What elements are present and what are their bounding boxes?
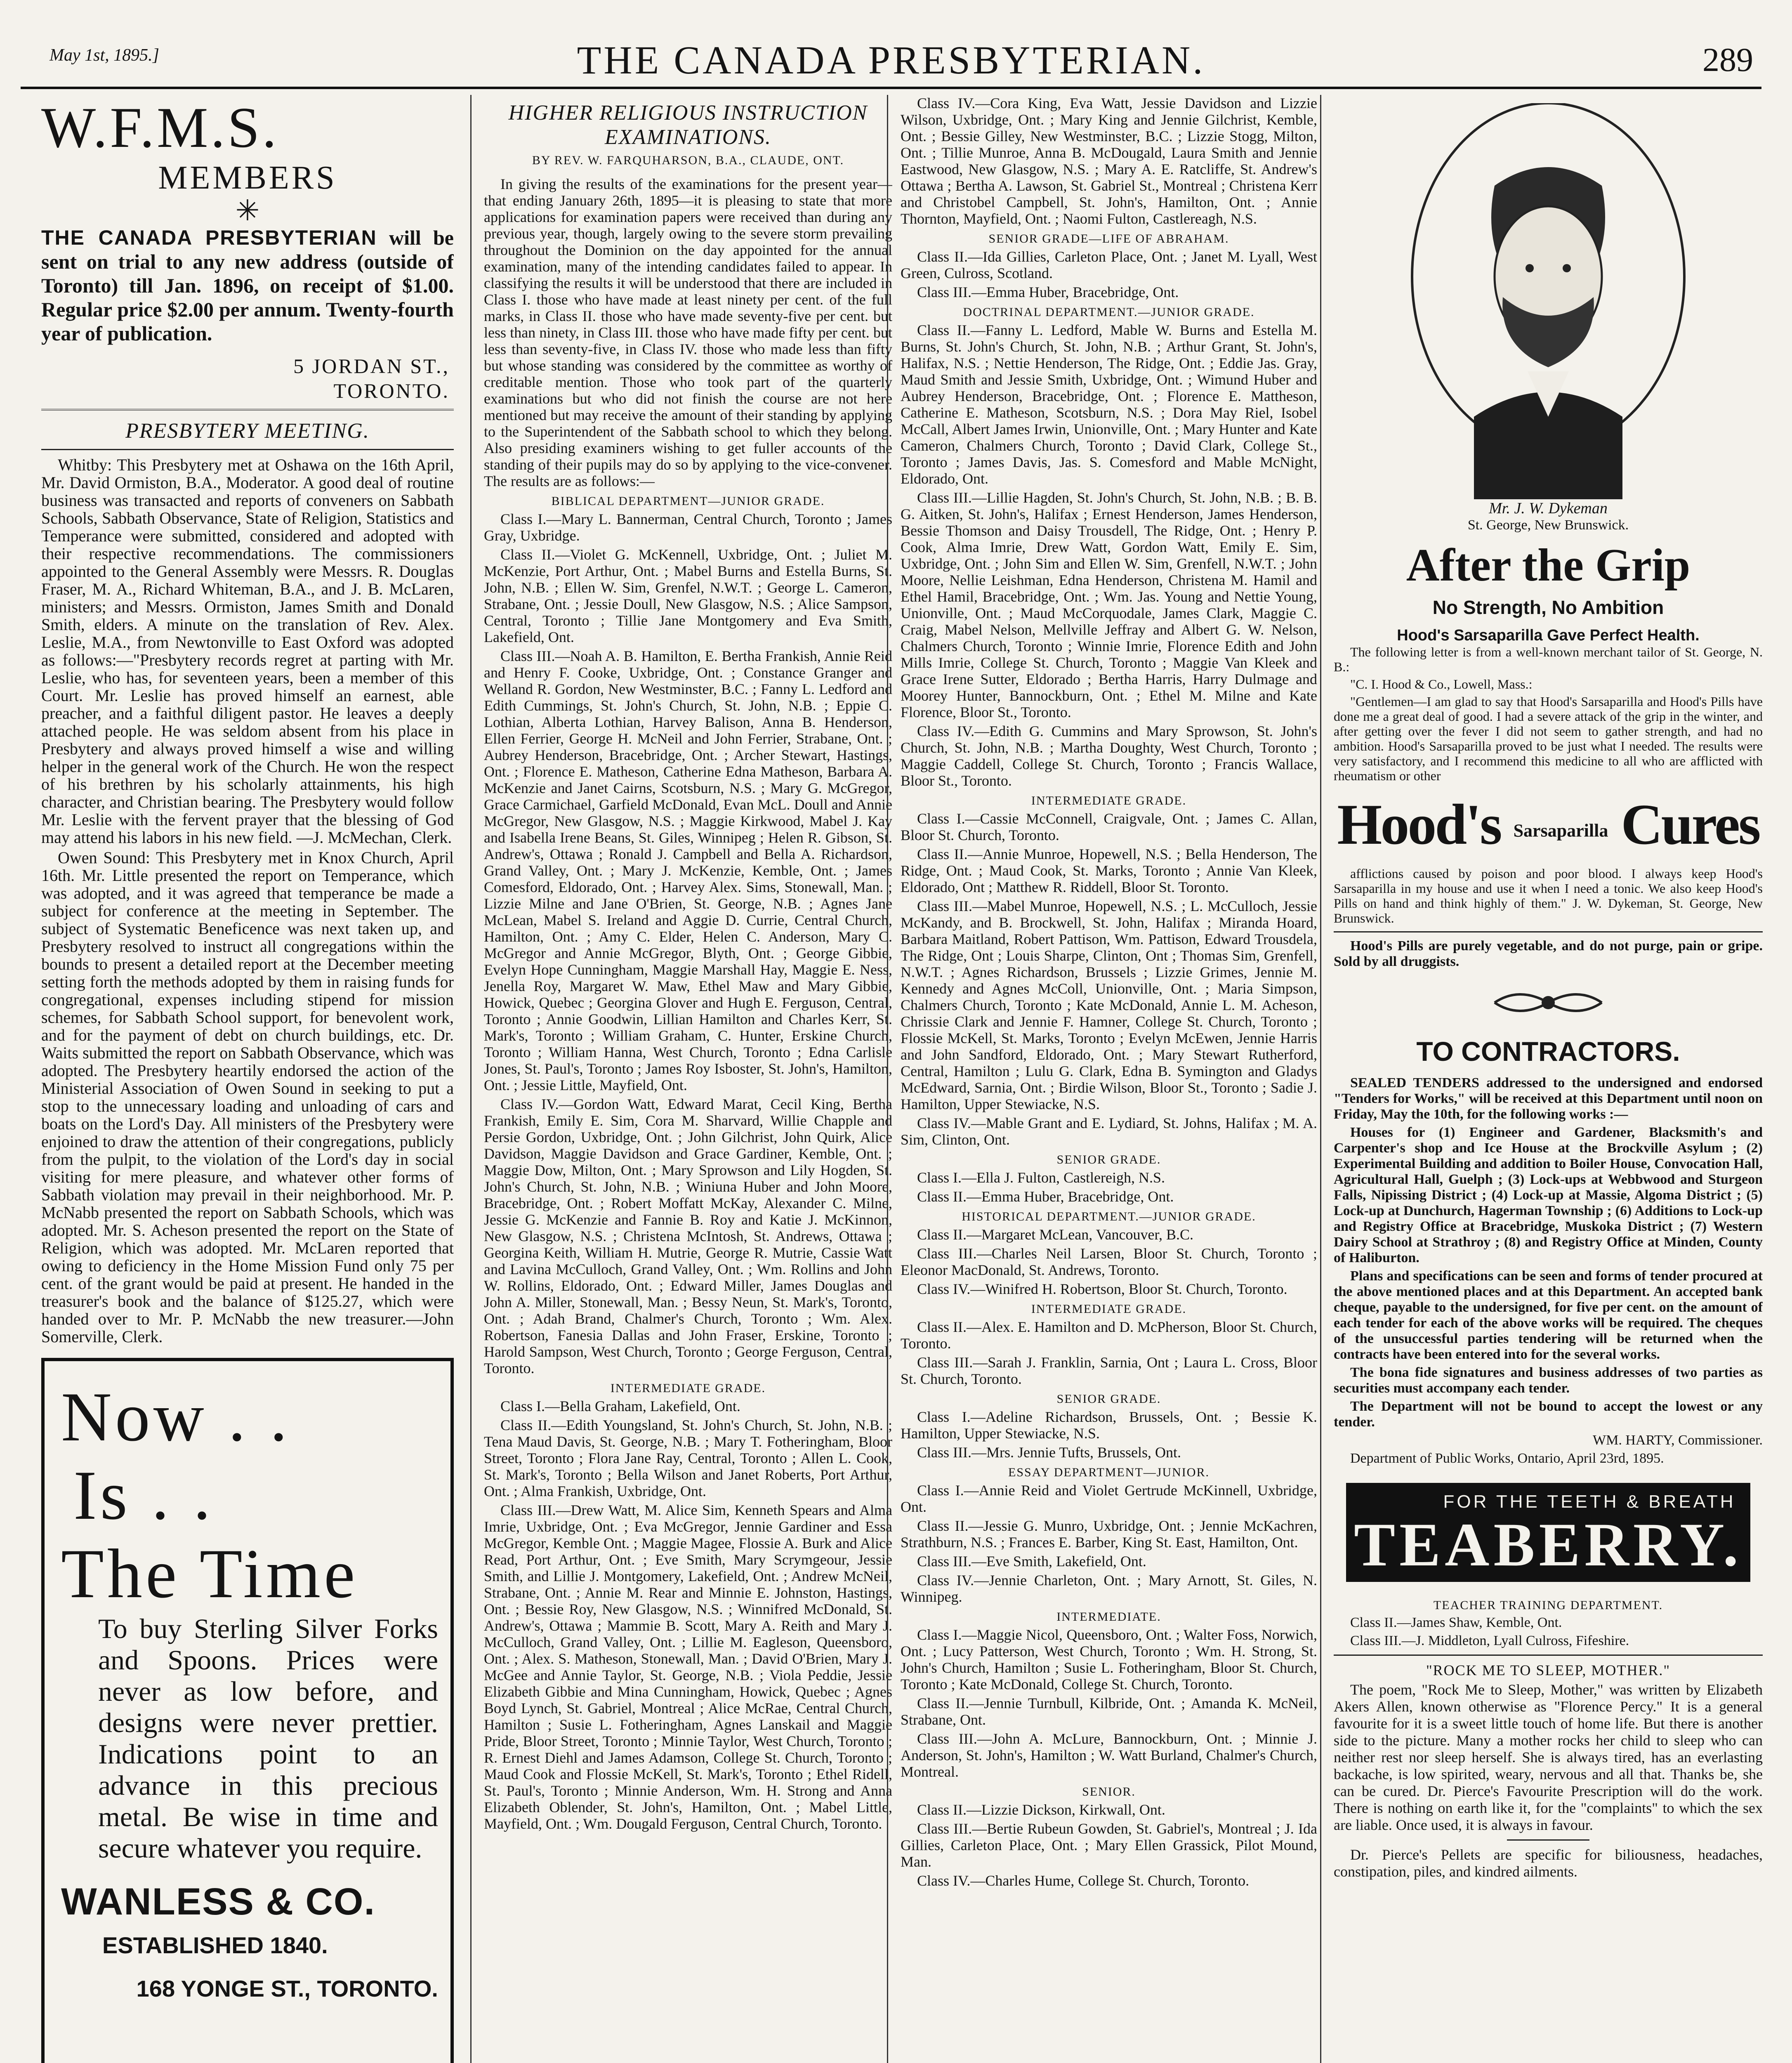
portrait-engraving-icon	[1404, 103, 1693, 499]
wanless-advertisement	[41, 1358, 454, 2063]
section-heading: SENIOR GRADE—LIFE OF ABRAHAM.	[988, 232, 1229, 245]
tender-intro: SEALED TENDERS addressed to the undersigned and endorsed "Tenders for Works," will be received at this Department until noon on Friday, May the 10th, for the following works :—	[1334, 1075, 1763, 1122]
result-entry: Class II.—Violet G. McKennell, Uxbridge, Ont. ; Juliet M. McKenzie, Port Arthur, Ont. ; Mabel Burns and Estella Burns, St. John, N.B. ; Ellen W. Sim, Grenfel, N.W.T. ; George L. Cameron, Strabane, Ont. ; Jessie Doull, New Glasgow, N.S. ; Alice Sampson, Central, Toronto ; Tillie Jane Montgomery and Eva Smith, Lakefield, Ont.	[484, 546, 892, 645]
section-heading: SENIOR GRADE.	[1056, 1392, 1161, 1406]
hoods-letter-end: afflictions caused by poison and poor blood. I always keep Hood's Sarsaparilla in my house and use it when I need a tonic. We also keep Hood's Pills on hand and think highly of them." J. W. Dykeman, St. George, New Brunswick.	[1334, 866, 1763, 925]
presbytery-heading: PRESBYTERY MEETING.	[125, 419, 370, 443]
no-strength-headline: No Strength, No Ambition	[1432, 597, 1664, 618]
column-3	[887, 95, 1317, 2063]
wfms-title: W.F.M.S.	[41, 96, 279, 160]
result-entry: Class II.—Edith Youngsland, St. John's Church, St. John, N.B. ; Tena Maud Davis, St. George, N.B. ; Mary T. Fotheringham, Bloor Street, Toronto ; Flora Jane Ray, Central, Toronto ; Allen L. Cook, St. Mark's, Toronto ; Bella Wilson and Janet Roberts, Port Arthur, Ont. ; Alma Frankish, Uxbridge, Ont.	[484, 1417, 892, 1499]
divider	[1507, 1839, 1589, 1841]
ad-now: Now . .	[61, 1378, 291, 1456]
teaberry-tagline: FOR THE TEETH & BREATH	[1443, 1492, 1736, 1512]
tender-department: Department of Public Works, Ontario, April 23rd, 1895.	[1350, 1451, 1664, 1466]
paper-title: THE CANADA PRESBYTERIAN.	[577, 38, 1205, 82]
hoods-pills: Hood's Pills are purely vegetable, and do not purge, pain or gripe. Sold by all druggists.	[1334, 938, 1763, 969]
result-entry: Class IV.—Gordon Watt, Edward Marat, Cecil King, Bertha Frankish, Emily E. Sim, Cora M. Sharvard, Willie Chapple and Persie Gordon, Uxbridge, Ont. ; John Gilchrist, John Quirk, Alice Davidson, Maggie Davidson and Grace Gardiner, Kemble, Ont. ; Maggie Dow, Milton, Ont. ; Mary Sprowson and Lily Hogden, St. John's Church, St. John, N.B. ; Winiuna Huber and John Moore, Bracebridge, Ont. ; Robert Moffatt McKay, Alexander C. Milne, Jessie G. McKenzie and Fannie B. Roy and Katie J. McKinnon, New Glasgow, N.S. ; Christena McIntosh, St. Andrews, Ottawa ; Georgina Keith, William H. Mutrie, George R. Mutrie, Cassie Watt and Lavina McCulloch, Grand Valley, Ont. ; Wm. Rollins and John W. Rollins, Eldorado, Ont. ; Edward Miller, James Douglas and John A. Miller, Stonewall, Man. ; Bessy Neun, St. Mark's, Toronto, Ont. ; Adah Brand, Chalmer's Church, Toronto ; Wm. Alex. Robertson, Fanesia Dallas and John Fraser, Erskine, Toronto ; Harold Sampson, West Church, Toronto ; George Ferguson, Central, Toronto.	[484, 1096, 892, 1376]
column-4	[1320, 95, 1763, 2063]
rock-body: The poem, "Rock Me to Sleep, Mother," was written by Elizabeth Akers Allen, known otherwise as "Florence Percy." It is a general favourite for it is a sweet little touch of home life. But there is another side to the picture. Many a mother rocks her child to sleep who can neither rest nor sleep herself. She is always tired, has an everlasting backache, is low spirited, weary, nervous and all that. Thanks be, she can be cured. Dr. Pierce's Favourite Prescription will do the work. There is nothing on earth like it, for the "complaints" to which the sex are liable. Once used, it is always in favour.	[1334, 1681, 1763, 1833]
wfms-offer	[41, 226, 454, 345]
portrait-caption: Mr. J. W. Dykeman	[1489, 500, 1608, 517]
result-entry: Class IV.—Cora King, Eva Watt, Jessie Davidson and Lizzie Wilson, Uxbridge, Ont. ; Mary King and Jennie Gilchrist, Kemble, Ont. ; Bessie Gilley, New Westminster, B.C. ; Lizzie Stogg, Milton, Ont. ; Tillie Munroe, Anna B. McDougald, Laura Smith and Jennie Eastwood, New Glasgow, N.S. ; Mary A. E. Ratcliffe, St. Andrew's Ottawa ; Bertha A. Lawson, St. Gabriel St., Montreal ; Christena Kerr and Christobel Campbell, St. John's, Hamilton, Ont. ; Annie Thornton, Mayfield, Ont. ; Naomi Fulton, Castlereagh, N.S.	[901, 95, 1317, 227]
section-heading: DOCTRINAL DEPARTMENT.—JUNIOR GRADE.	[963, 305, 1255, 319]
exam-heading: HIGHER RELIGIOUS INSTRUCTION EXAMINATIONS.	[508, 101, 868, 149]
contractors-heading: TO CONTRACTORS.	[1416, 1036, 1680, 1067]
result-entry: Class IV.—Charles Hume, College St. Church, Toronto.	[917, 1872, 1250, 1889]
tender-lowest: The Department will not be bound to accept the lowest or any tender.	[1334, 1399, 1763, 1430]
exam-byline: BY REV. W. FARQUHARSON, B.A., CLAUDE, ONT.	[532, 153, 844, 167]
hoods-intro: The following letter is from a well-known merchant tailor of St. George, N. B.:	[1334, 644, 1763, 674]
whitby-report: Whitby: This Presbytery met at Oshawa on the 16th April, Mr. David Ormiston, B.A., Moderator. A good deal of routine business was transacted and reports of conveners on Sabbath Schools, Sabbath Observance, State of Religion, Statistics and Temperance were submitted, considered and adopted with their respective recommendations. The commissioners appointed to the General Assembly were Messrs. R. Douglas Fraser, M. A., Richard Whiteman, B.A., and J. B. McLaren, ministers; and Messrs. Ormiston, James Smith and Donald Smith, elders. A minute on the translation of Rev. Alex. Leslie, M.A., from Newtonville to East Oxford was adopted as follows:—"Presbytery records regret at parting with Mr. Leslie, who has, for seventeen years, been a member of this Court. Mr. Leslie has proved himself an earnest, able preacher, and a faithful diligent pastor. He leaves a deeply attached people. He was seldom absent from his place in Presbytery and always proved himself a wise and willing helper in the general work of the Church. He won the respect of his brethren by his scholarly attainments, his high character, and Christian bearing. The Presbytery would follow Mr. Leslie with the fervent prayer that the blessing of God may attend his labors in his new field. —J. McMechan, Clerk.	[41, 456, 454, 847]
section-heading: INTERMEDIATE.	[1056, 1610, 1161, 1624]
result-entry: Class III.—J. Middleton, Lyall Culross, Fifeshire.	[1350, 1633, 1629, 1648]
tender-signatures: The bona fide signatures and business addresses of two parties as securities must accompany each tender.	[1334, 1365, 1763, 1396]
result-entry: Class IV.—Winifred H. Robertson, Bloor St. Church, Toronto.	[917, 1281, 1287, 1297]
tender-signature: WM. HARTY, Commissioner.	[1593, 1433, 1763, 1448]
result-entry: Class I.—Adeline Richardson, Brussels, Ont. ; Bessie K. Hamilton, Upper Stewiacke, N.S.	[901, 1409, 1317, 1442]
result-entry: Class III.—Mabel Munroe, Hopewell, N.S. ; L. McCulloch, Jessie McKandy, and B. Brockwell, St. John, Halifax ; Miranda Hoard, Barbara Maitland, Robert Pattison, Wm. Pattison, Edward Trousdela, The Ridge, Ont ; Louis Sharpe, Clinton, Ont ; Thomas Sim, Grenfell, N.W.T. ; Agnes Richardson, Brussels ; Lizzie Grimes, Jennie M. Kennedy and Agnes McColl, Unionville, Ont. ; Maria Simpson, Chalmers Church, Toronto ; Kate McDonald, Annie L. M. Acheson, Chrissie Clark and Jennie F. Hamner, College St. Church, Toronto ; Flossie McKell, St. Marks, Toronto ; Evelyn McEwen, Jennie Harris and John Sandford, Eldorado, Ont. ; Mary Stewart Rutherford, Central, Hamilton ; Lulu G. Clark, Edna B. Symington and Gladys McEdward, Sarnia, Ont. ; Birdie Wilson, Bloor St., Toronto ; Sadie J. Hamilton, Upper Stewiacke, N.S.	[901, 898, 1317, 1112]
column-1	[41, 95, 454, 2063]
result-entry: Class I.—Bella Graham, Lakefield, Ont.	[500, 1398, 740, 1414]
hoods-address: "C. I. Hood & Co., Lowell, Mass.:	[1350, 677, 1533, 692]
issue-date: May 1st, 1895.]	[50, 46, 159, 65]
exam-intro: In giving the results of the examinations for the present year—that ending January 26th, 1895—it is pleasing to state that more applications for examination papers were received than during any previous year, though, largely owing to the severe storm prevailing throughout the Dominion on the day appointed for the annual examination, many of the intending candidates failed to appear. In classifying the results it will be understood that there are included in Class I. those who have made at least ninety per cent. of the full marks, in Class II. those who have made seventy-five per cent. but less than ninety, in Class III. those who have made fifty per cent. but less than seventy-five, in Class IV. those who made less than fifty but whose standing was considered by the committee as worthy of creditable mention. Those who took part of the quarterly examinations but who did not finish the course are not here mentioned but may receive the amount of their standing by applying to the Superintendent of the Sabbath school to which they belong. Also presiding examiners wishing to get fuller accounts of the standing of their pupils may do so by applying to the vice-convener. The results are as follows:—	[484, 176, 892, 489]
section-heading: INTERMEDIATE GRADE.	[1031, 1302, 1187, 1316]
ad-the-time: The Time	[61, 1535, 358, 1612]
wfms-offer-text: will be sent on trial to any new address (outside of Toronto) till Jan. 1896, on receipt of $1.00. Regular price $2.00 per annum. Twenty-fourth year of publication.	[41, 226, 454, 345]
result-entry: Class II.—Lizzie Dickson, Kirkwall, Ont.	[917, 1801, 1165, 1818]
tender-plans: Plans and specifications can be seen and forms of tender procured at the above mentioned places and at this Department. An accepted bank cheque, payable to the undersigned, for five per cent. on the amount of each tender for each of the above works will be required. The cheques of the unsuccessful parties tendering will be returned when the contracts have been entered into for the several works.	[1334, 1268, 1763, 1362]
result-entry: Class II.—Margaret McLean, Vancouver, B.C.	[917, 1226, 1194, 1243]
result-entry: Class II.—Jessie G. Munro, Uxbridge, Ont. ; Jennie McKachren, Strathburn, N.S. ; Frances E. Barber, King St. East, Hamilton, Ont.	[901, 1518, 1317, 1551]
portrait-place: St. George, New Brunswick.	[1467, 517, 1629, 533]
result-entry: Class III.—Noah A. B. Hamilton, E. Bertha Frankish, Annie Reid and Henry F. Cooke, Uxbridge, Ont. ; Constance Granger and Welland R. Gordon, New Westminster, B.C. ; Fanny L. Ledford and Edith Cummings, St. John's Church, St. John, N.B. ; Eppie C. Lothian, Alberta Lothian, Harvey Balison, Anna B. Henderson, Ellen Ferrier, George H. McNeil and John Ferrier, Strabane, Ont. ; Aubrey Henderson, Bracebridge, Ont. ; Archer Stewart, Hastings, Ont. ; Florence E. Matheson, Catherine Edna Matheson, Barbara A. McKenzie and Janet Cairns, Scotsburn, N.S. ; Mary G. McGregor, Grace Carmichael, Garfield McDonald, Evan McL. Doull and Annie McGregor, New Glasgow, N.S. ; Maggie Kirkwood, Mabel J. Kay and Isabella Irene Beans, St. Giles, Winnipeg ; Helen R. Gibson, St. Andrew's, Ottawa ; Ronald J. Campbell and Bella A. Richardson, Grand Valley, Ont. ; Mary J. McKenzie, Kemble, Ont. ; James Comesford, Eldorado, Ont. ; Harvey Alex. Sims, Stonewall, Man. ; Lizzie Milne and Jane O'Brien, St. George, N.B. ; Agnes Jane McLean, Mabel S. Ireland and Aggie D. Currie, Central Church, Hamilton, Ont. ; Amy C. Elder, Helen C. Anderson, Mary C. McGregor and Annie McGregor, Blyth, Ont. ; George Gibbie, Evelyn Hope Cunningham, Maggie Marshall Hay, Maggie E. Ness, Jenella Roy, Margaret W. Maw, Ethel Maw and Mary Gibbie, Howick, Quebec ; Georgina Glover and Hugh E. Ferguson, Central, Toronto ; Annie Goodwin, Lillian Hamilton and Charles Kerr, St. Mark's, Toronto ; William Graham, C. Hunter, Erskine Church, Toronto ; William Hanna, West Church, Toronto ; Edna Carlisle Jones, St. Paul's, Toronto ; James Roy Isboster, St. John's, Hamilton, Ont. ; Jessie Little, Mayfield, Ont.	[484, 648, 892, 1093]
asterisk-icon: ✳	[235, 195, 260, 227]
result-entry: Class II.—Emma Huber, Bracebridge, Ont.	[917, 1188, 1174, 1205]
section-heading: HISTORICAL DEPARTMENT.—JUNIOR GRADE.	[962, 1210, 1256, 1223]
section-heading: ESSAY DEPARTMENT—JUNIOR.	[1008, 1466, 1210, 1479]
section-heading: INTERMEDIATE GRADE.	[1031, 794, 1187, 807]
grip-headline: After the Grip	[1406, 540, 1691, 591]
divider	[1334, 931, 1763, 932]
hoods-logo-cures: Cures	[1621, 793, 1759, 857]
tender-notice	[1334, 1075, 1763, 1466]
result-entry: Class II.—Ida Gillies, Carleton Place, Ont. ; Janet M. Lyall, West Green, Culross, Scotland.	[901, 248, 1317, 281]
column-2	[470, 95, 892, 2063]
result-entry: Class III.—John A. McLure, Bannockburn, Ont. ; Minnie J. Anderson, St. John's, Hamilton ; W. Watt Burland, Chalmer's Church, Montreal.	[901, 1730, 1317, 1780]
hoods-letter: "Gentlemen—I am glad to say that Hood's Sarsaparilla and Hood's Pills have done me a great deal of good. I had a severe attack of the grip in the winter, and after getting over the fever I did not seem to gather strength, and had no ambition. Hood's Sarsaparilla proved to be just what I needed. The results were very satisfactory, and I recommend this medicine to all who are afflicted with rheumatism or other	[1334, 694, 1763, 783]
hoods-logo-sarsaparilla: Sarsaparilla	[1513, 820, 1608, 841]
result-entry: Class III.—Eve Smith, Lakefield, Ont.	[917, 1553, 1146, 1570]
wfms-address	[41, 354, 450, 403]
result-entry: Class I.—Cassie McConnell, Craigvale, Ont. ; James C. Allan, Bloor St. Church, Toronto.	[901, 810, 1317, 843]
result-entry: Class I.—Annie Reid and Violet Gertrude McKinnell, Uxbridge, Ont.	[901, 1482, 1317, 1515]
divider	[41, 409, 454, 413]
result-entry: Class IV.—Mable Grant and E. Lydiard, St. Johns, Halifax ; M. A. Sim, Clinton, Ont.	[901, 1115, 1317, 1148]
rock-pellets: Dr. Pierce's Pellets are specific for biliousness, headaches, constipation, piles, and kindred ailments.	[1334, 1846, 1763, 1880]
hoods-logo-word: Hood's	[1337, 793, 1501, 857]
wfms-paper-name: THE CANADA PRESBYTERIAN	[41, 226, 377, 249]
section-heading: INTERMEDIATE GRADE.	[610, 1381, 766, 1395]
owen-sound-report: Owen Sound: This Presbytery met in Knox Church, April 16th. Mr. Little presented the report on Temperance, which was adopted, and it was agreed that temperance be made a subject for conference at the meeting in September. The subject of Systematic Beneficence was next taken up, and Presbytery resolved to instruct all congregations within the bounds to present a detailed report at the December meeting setting forth the methods adopted by them in raising funds for congregational, expenses including stipend for mission schemes, for Sabbath School support, for benevolent work, and for the payment of debt on church buildings, etc. Dr. Waits submitted the report on Sabbath Observance, which was adopted. The Presbytery heartily endorsed the action of the Ministerial Association of Owen Sound in seeking to put a stop to the unnecessary loading and unloading of cars and boats on the Lord's Day. All ministers of the Presbytery were enjoined to draw the attention of their congregations, publicly from the pulpit, to the violation of the Lord's day in social visiting for mere pleasure, and whatever other forms of Sabbath violation may prevail in their neighborhood. Mr. P. McNabb presented the report on Sabbath Schools, which was adopted. Mr. S. Acheson presented the report on the State of Religion, which was adopted. Mr. McLaren reported that owing to deficiency in the Home Mission Fund only 75 per cent. of the grant would be paid at present. He handed in the treasurer's book and the balance of $125.27, which were handed over to Mr. P. McNabb the new treasurer.—John Somerville, Clerk.	[41, 848, 454, 1346]
ad-established: ESTABLISHED 1840.	[102, 1932, 328, 1958]
hoods-cures-logo	[1334, 791, 1763, 858]
result-entry: Class II.—James Shaw, Kemble, Ont.	[1350, 1615, 1562, 1630]
result-entry: Class III.—Emma Huber, Bracebridge, Ont.	[917, 284, 1179, 300]
divider	[1334, 1655, 1763, 1656]
result-entry: Class II.—Fanny L. Ledford, Mable W. Burns and Estella M. Burns, St. John's Church, St. John, N.B. ; Arthur Grant, St. John's, Halifax, N.S. ; Nettie Henderson, The Ridge, Ont. ; Eddie Jas. Gray, Maud Smith and Jessie Smith, Uxbridge, Ont. ; Wimund Huber and Aubrey Henderson, Bracebridge, Ont. ; Florence E. Mattheson, Catherine E. Matheson, Scotsburn, N.S. ; Dora May Riel, Isobel McCall, Albert James Irwin, Unionville, Ont. ; Mary Hunter and Kate Cameron, Chalmers Church, Toronto ; David Clark, College St., Toronto ; James Davis, Jas. S. Comesford and Mable McNight, Eldorado, Ont.	[901, 322, 1317, 487]
result-entry: Class II.—Alex. E. Hamilton and D. McPherson, Bloor St. Church, Toronto.	[901, 1319, 1317, 1352]
hoods-headline: Hood's Sarsaparilla Gave Perfect Health.	[1397, 627, 1700, 644]
result-entry: Class III.—Charles Neil Larsen, Bloor St. Church, Toronto ; Eleonor MacDonald, St. Andrews, Toronto.	[901, 1245, 1317, 1278]
result-entry: Class III.—Bertie Rubeun Gowden, St. Gabriel's, Montreal ; J. Ida Gillies, Carleton Place, Ont. ; Mary Ellen Grassick, Pilot Mound, Man.	[901, 1820, 1317, 1870]
teaberry-logo-icon	[1342, 1479, 1754, 1586]
wfms-address-street: 5 JORDAN ST.,	[293, 354, 450, 378]
result-entry: Class I.—Maggie Nicol, Queensboro, Ont. ; Walter Foss, Norwich, Ont. ; Lucy Patterson, West Church, Toronto ; Wm. H. Strong, St. John's Church, Hamilton ; Susie L. Fotheringham, Bloor St. Church, Toronto ; Kate McDonald, College St. Church, Toronto.	[901, 1626, 1317, 1692]
tender-works: Houses for (1) Engineer and Gardener, Blacksmith's and Carpenter's shop and Ice House at the Brockville Asylum ; (2) Experimental Building and addition to Boiler House, Convocation Hall, Agricultural Hall, Guelph ; (3) Lock-ups at Webbwood and Sturgeon Falls, Nipissing District ; (4) Lock-up at Massie, Algoma District ; (5) Lock-up at Dunchurch, Hagerman Township ; (6) Additions to Lock-up and Registry Office at Bracebridge, Muskoka District ; (7) Western Dairy School at Strathroy ; (8) and Registry Office at Minden, County of Haliburton.	[1334, 1125, 1763, 1265]
result-entry: Class I.—Ella J. Fulton, Castlereigh, N.S.	[917, 1169, 1165, 1186]
result-entry: Class III.—Sarah J. Franklin, Sarnia, Ont ; Laura L. Cross, Bloor St. Church, Toronto.	[901, 1354, 1317, 1387]
page-number: 289	[1702, 41, 1753, 78]
ornament-icon	[1486, 982, 1610, 1023]
ad-company: WANLESS & CO.	[61, 1881, 376, 1923]
section-heading: SENIOR GRADE.	[1056, 1153, 1161, 1166]
result-entry: Class II.—Annie Munroe, Hopewell, N.S. ; Bella Henderson, The Ridge, Ont. ; Maud Cook, St. Marks, Toronto ; Annie Van Kleek, Eldorado, Ont ; Matthew R. Riddell, Bloor St. Toronto.	[901, 846, 1317, 895]
section-heading: TEACHER TRAINING DEPARTMENT.	[1433, 1598, 1663, 1612]
result-entry: Class III.—Lillie Hagden, St. John's Church, St. John, N.B. ; B. B. G. Aitken, St. John's, Halifax ; Ernest Henderson, James Henderson, Bessie Thomson and Daisy Trousdell, The Ridge, Ont. ; Henry P. Cook, Alma Imrie, Drew Watt, Gordon Watt, Emily E. Sim, Uxbridge, Ont. ; John Sim and Ellen W. Sim, Grenfell, N.W.T. ; John Moore, Nellie Leishman, Edna Henderson, Christena M. Hamil and Ethel Hamil, Bracebridge, Ont. ; Wm. Jas. Young and Nettie Young, Unionville, Ont. ; Maud McCorquodale, James Clark, Maggie C. Craig, Mabel Nelson, Mellville Jeffray and Albert G. W. Nelson, Chalmers Church, Toronto ; Winnie Imrie, Florence Edith and John Mills Imrie, College St. Church, Toronto ; Maggie Van Kleek and Grace Irene Sutter, Eldorado ; Bertha Harris, Harry Dulmage and Moorey Hunter, Bannockburn, Ont. ; Ethel M. Milne and Kate Florence, Bloor St., Toronto.	[901, 489, 1317, 720]
masthead	[21, 17, 1761, 89]
result-entry: Class II.—Jennie Turnbull, Kilbride, Ont. ; Amanda K. McNeil, Strabane, Ont.	[901, 1695, 1317, 1728]
ad-body: To buy Sterling Silver Forks and Spoons. Prices were never as low before, and designs were never prettier. Indications point to an advance in this precious metal. Be wise in time and secure whatever you require.	[98, 1613, 438, 1864]
section-heading: SENIOR.	[1082, 1785, 1136, 1799]
result-entry: Class III.—Drew Watt, M. Alice Sim, Kenneth Spears and Alma Imrie, Uxbridge, Ont. ; Eva McGregor, Jennie Gardiner and Essa McGregor, Kemble Ont. ; Maggie Magee, Flossie A. Burk and Alice Read, Port Arthur, Ont. ; Eve Smith, Mary Scrymgeour, Jessie Smith, and Lillie J. Montgomery, Lakefield, Ont. ; Andrew McNeil, Strabane, Ont. ; Annie M. Rear and Minnie E. Johnston, Hastings, Ont. ; Bessie Roy, New Glasgow, N.S. ; Winnifred McDonald, St. Andrew's, Ottawa ; Mammie B. Scott, Mary A. Reith and Mary J. McCulloch, Grand Valley, Ont. ; Lillie M. Eagleson, Queensboro, Ont. ; Alex. S. Matheson, Stonewall, Man. ; David O'Brien, Mary J. McGee and Annie Taylor, St. George, N.B. ; Viola Peddie, Jessie Elizabeth Gibbie and Mina Cunningham, Howick, Quebec ; Agnes Boyd Lynch, St. Gabriel, Montreal ; Alice McRae, Central Church, Hamilton ; Susie L. Fotheringham, Agnes Lanskail and Maggie Pride, Bloor Street, Toronto ; Minnie Taylor, West Church, Toronto ; R. Ernest Diehl and James Adamson, College St. Church, Toronto ; Maud Cook and Flossie McKell, St. Mark's, Toronto ; Ethel Ridell, St. Paul's, Toronto ; Minnie Anderson, Wm. H. Strong and Anna Elizabeth Oblender, St. John's, Hamilton, Ont. ; Mabel Little, Mayfield, Ont. ; Wm. Dougald Ferguson, Central Church, Toronto.	[484, 1502, 892, 1832]
rock-heading: "ROCK ME TO SLEEP, MOTHER."	[1426, 1662, 1671, 1678]
divider	[41, 449, 454, 450]
result-entry: Class IV.—Edith G. Cummins and Mary Sprowson, St. John's Church, St. John, N.B. ; Martha Doughty, West Church, Toronto ; Maggie Caddell, College St. Church, Toronto ; Francis Wallace, Bloor St., Toronto.	[901, 723, 1317, 789]
result-entry: Class IV.—Jennie Charleton, Ont. ; Mary Arnott, St. Giles, N. Winnipeg.	[901, 1572, 1317, 1605]
wfms-members: MEMBERS	[158, 160, 337, 196]
ad-address: 168 YONGE ST., TORONTO.	[136, 1976, 438, 2002]
section-heading: BIBLICAL DEPARTMENT—JUNIOR GRADE.	[551, 494, 825, 508]
ad-is: Is . .	[73, 1456, 214, 1534]
wfms-address-city: TORONTO.	[333, 379, 450, 402]
result-entry: Class III.—Mrs. Jennie Tufts, Brussels, Ont.	[917, 1444, 1181, 1461]
teaberry-name: TEABERRY.	[1354, 1511, 1742, 1579]
result-entry: Class I.—Mary L. Bannerman, Central Church, Toronto ; James Gray, Uxbridge.	[484, 511, 892, 544]
